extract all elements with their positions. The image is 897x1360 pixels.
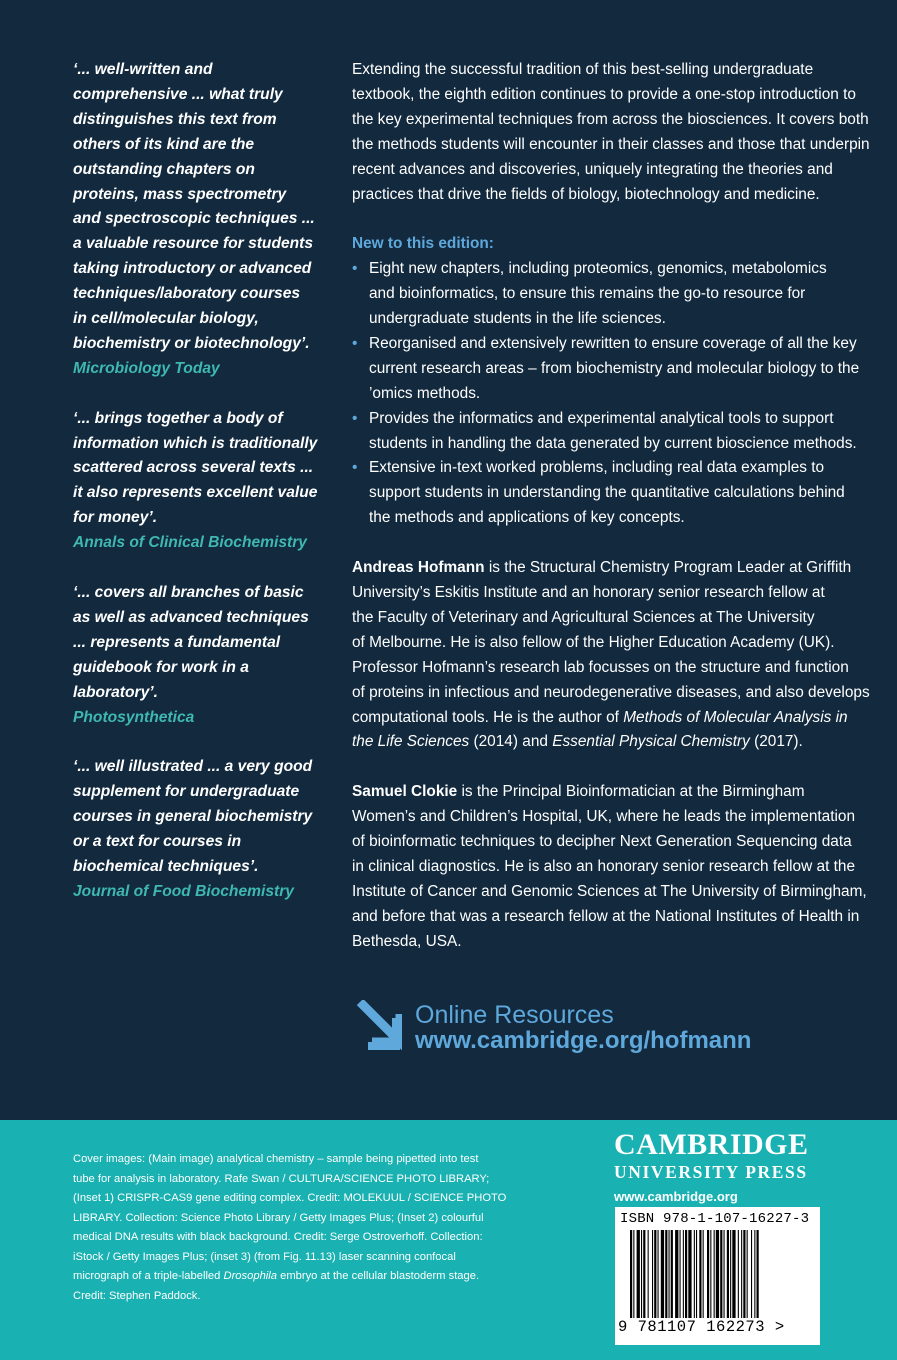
barcode-icon bbox=[630, 1230, 808, 1318]
list-item: • Reorganised and extensively rewritten to ensure coverage of all the key current research areas – from biochemistry and molecular biology to the ’omics methods. bbox=[352, 332, 882, 407]
description-column bbox=[352, 58, 882, 979]
barcode-bar bbox=[648, 1230, 649, 1318]
barcode-bar bbox=[747, 1230, 748, 1318]
barcode-bar bbox=[703, 1230, 704, 1318]
bullet-icon: • bbox=[352, 409, 358, 427]
barcode-bar bbox=[741, 1230, 742, 1318]
review-quote: ‘... well-written and comprehensive ... what truly distinguishes this text from others of its kind are the outstanding chapters on proteins, mass spectrometry and spectroscopic techniques ... a valuable resource for students taking introductory or advanced techniques/laboratory courses in cell/molecular biology, biochemistry or biotechnology’. bbox=[73, 61, 315, 352]
barcode-bar bbox=[696, 1230, 697, 1318]
back-cover-footer bbox=[0, 1120, 897, 1360]
author-name: Andreas Hofmann bbox=[352, 559, 485, 577]
list-item: • Eight new chapters, including proteomics, genomics, metabolomics and bioinformatics, to ensure this remains the go-to resource for undergraduate students in the life sciences. bbox=[352, 257, 882, 332]
review-4 bbox=[73, 755, 331, 904]
bullet-icon: • bbox=[352, 334, 358, 352]
review-source: Annals of Clinical Biochemistry bbox=[73, 534, 307, 552]
book-title: the Life Sciences bbox=[352, 733, 470, 751]
isbn-label: ISBN 978-1-107-16227-3 bbox=[620, 1211, 810, 1227]
bullet-icon: • bbox=[352, 260, 358, 278]
review-quote: ‘... covers all branches of basic as well as advanced techniques ... represents a fundamental guidebook for work in a laboratory’. bbox=[73, 584, 309, 701]
barcode-bar bbox=[643, 1230, 645, 1318]
barcode-bar bbox=[669, 1230, 670, 1318]
review-3 bbox=[73, 581, 331, 730]
barcode-bar bbox=[680, 1230, 681, 1318]
new-edition-heading: New to this edition: bbox=[352, 235, 494, 253]
barcode-bar bbox=[716, 1230, 719, 1318]
barcode-bar bbox=[732, 1230, 735, 1318]
online-resources-title: Online Resources bbox=[415, 1001, 614, 1029]
barcode-bar bbox=[658, 1230, 659, 1318]
author-name: Samuel Clokie bbox=[352, 783, 458, 801]
barcode-bar bbox=[675, 1230, 678, 1318]
barcode-bar bbox=[707, 1230, 709, 1318]
barcode-bar bbox=[671, 1230, 673, 1318]
barcode-bar bbox=[730, 1230, 731, 1318]
review-2 bbox=[73, 407, 331, 556]
barcode-bar bbox=[683, 1230, 684, 1318]
book-title: Methods of Molecular Analysis in bbox=[623, 708, 848, 726]
bullet-icon: • bbox=[352, 459, 358, 477]
list-item: • Provides the informatics and experimental analytical tools to support students in handling the data generated by current bioscience methods. bbox=[352, 407, 882, 457]
barcode-bar bbox=[633, 1230, 634, 1318]
barcode-bar bbox=[654, 1230, 656, 1318]
review-quote: ‘... well illustrated ... a very good supplement for undergraduate courses in general biochemistry or a text for courses in biochemical techniques’. bbox=[73, 758, 313, 875]
online-resources[interactable] bbox=[352, 1000, 832, 1056]
barcode-bar bbox=[743, 1230, 745, 1318]
review-source: Journal of Food Biochemistry bbox=[73, 882, 294, 900]
cover-image-credits: Cover images: (Main image) analytical chemistry – sample being pipetted into test tube for analysis in laboratory. Rafe Swan / CULTURA/SCIENCE PHOTO LIBRARY; (Inset 1) CRISPR-CAS9 gene editing complex. Credit: MOLEKUUL / SCIENCE PHOTO LIBRARY. Collection: Science Photo Library / Getty Images Plus; (Inset 2) colourful medical DNA results with black background. Credit: Serge Ostroverhoff. Collection: iStock / Getty Images Plus; (inset 3) (from Fig. 11.13) laser scanning confocal micrograph of a triple-labelled Drosophila embryo at the cellular blastoderm stage. Credit: Stephen Paddock. bbox=[73, 1153, 507, 1302]
barcode-bar bbox=[685, 1230, 687, 1318]
barcode-bar bbox=[714, 1230, 715, 1318]
arrow-down-right-icon bbox=[352, 1000, 402, 1050]
list-item: • Extensive in-text worked problems, including real data examples to support students in understanding the quantitative calculations behind the methods and applications of key concepts. bbox=[352, 456, 882, 531]
barcode-bar bbox=[699, 1230, 701, 1318]
barcode-bar bbox=[652, 1230, 653, 1318]
barcode-bar bbox=[661, 1230, 664, 1318]
publisher-logo bbox=[614, 1128, 834, 1206]
barcode-bar bbox=[738, 1230, 739, 1318]
barcode-bar bbox=[710, 1230, 711, 1318]
author-bio-hofmann: Andreas Hofmann is the Structural Chemistry Program Leader at Griffith University’s Eskitis Institute and an honorary senior research fellow at the Faculty of Veterinary and Agricultural Sciences at The University of Melbourne. He is also fellow of the Higher Education Academy (UK). Professor Hofmann’s research lab focusses on the structure and function of proteins in infectious and neurodegenerative diseases, and also develops computational tools. He is the author of Methods of Molecular Analysis in the Life Sciences (2014) and Essential Physical Chemistry (2017). bbox=[352, 559, 870, 751]
publisher-url[interactable]: www.cambridge.org bbox=[614, 1189, 738, 1204]
barcode-bar bbox=[665, 1230, 667, 1318]
barcode-bar bbox=[757, 1230, 759, 1318]
review-source: Photosynthetica bbox=[73, 708, 195, 726]
review-source: Microbiology Today bbox=[73, 359, 220, 377]
book-title: Essential Physical Chemistry bbox=[552, 733, 750, 751]
barcode-bar bbox=[724, 1230, 725, 1318]
author-bio-clokie: Samuel Clokie is the Principal Bioinformatician at the Birmingham Women’s and Children’s Hospital, UK, where he leads the implementation of bioinformatic techniques to decipher Next Generation Sequencing data in clinical diagnostics. He is also an honorary senior research fellow at the Institute of Cancer and Genomic Sciences at The University of Birmingham, and before that was a research fellow at the National Institutes of Health in Bethesda, USA. bbox=[352, 783, 867, 950]
intro-paragraph: Extending the successful tradition of this best-selling undergraduate textbook, the eighth edition continues to provide a one-stop introduction to the key experimental techniques from across the biosciences. It covers both the methods students will encounter in their classes and those that underpin recent advances and discoveries, uniquely integrating the theories and practices that drive the fields of biology, biotechnology and medicine. bbox=[352, 61, 870, 203]
barcode-bar bbox=[688, 1230, 691, 1318]
new-edition-list bbox=[352, 257, 882, 531]
barcode-bar bbox=[727, 1230, 729, 1318]
barcode-bar bbox=[641, 1230, 642, 1318]
barcode-bar bbox=[754, 1230, 755, 1318]
barcode-bar bbox=[720, 1230, 722, 1318]
isbn-barcode bbox=[615, 1207, 820, 1345]
barcode-bar bbox=[630, 1230, 632, 1318]
barcode-bar bbox=[751, 1230, 752, 1318]
barcode-digits: 9 781107 162273 > bbox=[618, 1318, 785, 1336]
online-resources-link[interactable]: www.cambridge.org/hofmann bbox=[415, 1027, 752, 1054]
barcode-bar bbox=[694, 1230, 695, 1318]
publisher-name: CAMBRIDGE bbox=[614, 1128, 809, 1161]
reviews-column bbox=[73, 58, 331, 930]
review-1 bbox=[73, 58, 331, 382]
barcode-bar bbox=[637, 1230, 640, 1318]
publisher-press: UNIVERSITY PRESS bbox=[614, 1162, 808, 1182]
review-quote: ‘... brings together a body of information which is traditionally scattered across several texts ... it also represents excellent value for money’. bbox=[73, 409, 318, 527]
